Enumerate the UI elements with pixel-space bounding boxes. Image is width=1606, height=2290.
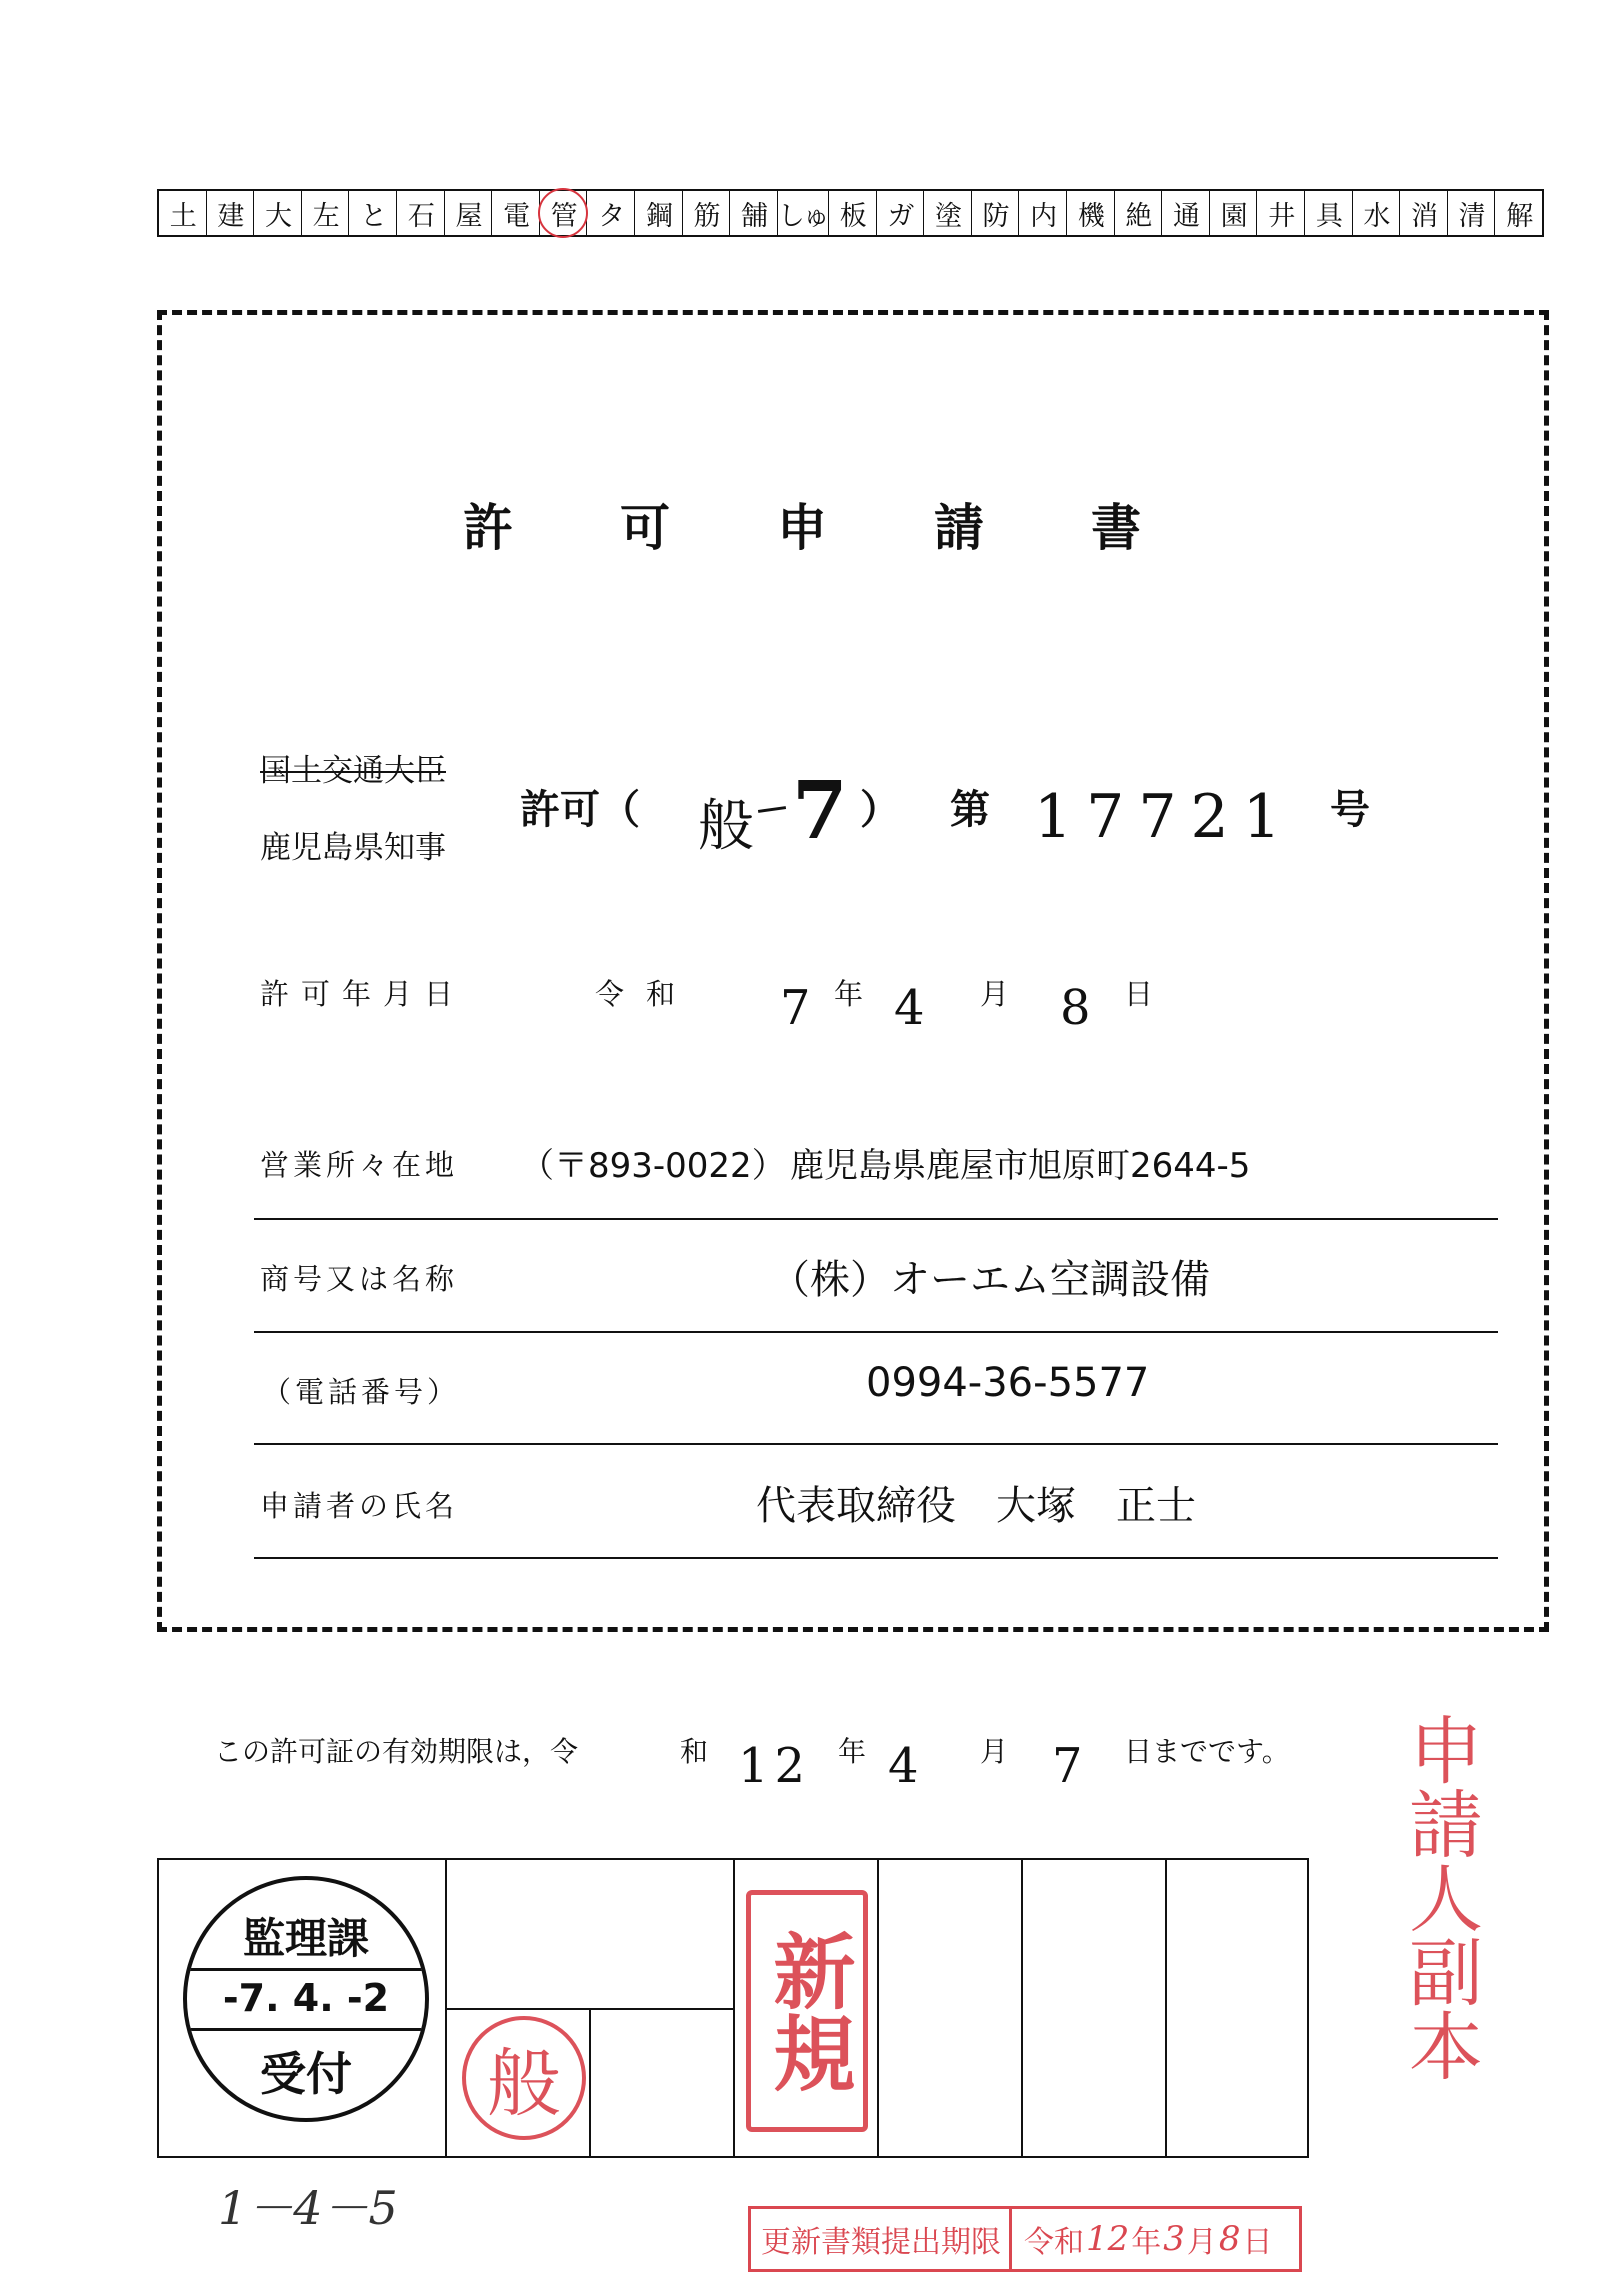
company-name: （株）オーエム空調設備: [770, 1257, 1210, 1303]
permit-number: 17721: [1034, 782, 1295, 852]
permit-date-day: 8: [1060, 980, 1091, 1036]
empty-box: [1165, 1858, 1309, 2158]
company-label: 商号又は名称: [260, 1262, 459, 1296]
title-char: 許: [463, 499, 515, 557]
copy-stamp-vertical: 申請人副本: [1397, 1712, 1483, 2082]
applicant-label: 申請者の氏名: [260, 1489, 459, 1523]
permit-dai: 第: [950, 787, 990, 833]
authority-active: 鹿児島県知事: [260, 830, 446, 866]
category-cell: しゅ: [778, 191, 829, 235]
receipt-stamp-rule: [187, 1968, 425, 1971]
permit-year: 7: [792, 763, 848, 857]
category-cell: 絶: [1115, 191, 1163, 235]
receipt-stamp-date: -7. 4. -2: [222, 1976, 390, 2020]
category-cell: 具: [1305, 191, 1353, 235]
title-char: 請: [934, 499, 986, 557]
category-cell: 左: [302, 191, 350, 235]
validity-month-unit: 月: [980, 1735, 1009, 1768]
gen-seal-text: 般: [487, 2041, 561, 2127]
title-char: 書: [1091, 499, 1143, 557]
renewal-era: 令和: [1024, 2225, 1084, 2260]
category-cell: 土: [159, 191, 207, 235]
validity-suffix: 日までです。: [1124, 1735, 1290, 1768]
renewal-month-unit: 月: [1186, 2225, 1217, 2260]
gen-seal-stamp: [462, 2016, 586, 2140]
office-label: 営業所々在地: [260, 1148, 459, 1182]
renewal-month: 3: [1163, 2219, 1185, 2259]
category-cell: 石: [397, 191, 445, 235]
validity-day: 7: [1052, 1738, 1083, 1794]
permit-date-year: 7: [780, 980, 811, 1036]
category-cell: 消: [1400, 191, 1448, 235]
document-title: [0, 488, 1606, 557]
category-cell: 鋼: [635, 191, 683, 235]
validity-year: 12: [738, 1738, 812, 1794]
permit-close: ）: [860, 787, 900, 833]
category-cell: 防: [972, 191, 1020, 235]
row-rule: [254, 1557, 1498, 1559]
permit-date-month-unit: 月: [980, 977, 1010, 1011]
renewal-year-unit: 年: [1131, 2225, 1162, 2260]
receipt-stamp-bottom: 受付: [260, 2047, 352, 2101]
permit-go: 号: [1330, 787, 1370, 833]
validity-year-unit: 年: [838, 1735, 867, 1768]
category-cell: 舗: [730, 191, 778, 235]
phone-label: （電話番号）: [262, 1375, 461, 1409]
title-char: 可: [620, 499, 672, 557]
category-strip: [157, 189, 1544, 237]
permit-date-era: 令和: [595, 977, 698, 1011]
authority-struck: 国土交通大臣: [260, 753, 446, 789]
empty-box: [877, 1858, 1023, 2158]
permit-date-month: 4: [894, 980, 925, 1036]
category-cell: 筋: [683, 191, 731, 235]
category-cell: 水: [1353, 191, 1401, 235]
mid-upper-box: [445, 1858, 735, 2010]
category-cell: 塗: [924, 191, 972, 235]
permit-date-label: 許可年月日: [260, 977, 466, 1011]
mid-lower-box: [589, 2008, 735, 2158]
renewal-day: 8: [1218, 2219, 1241, 2259]
category-cell: 清: [1448, 191, 1496, 235]
new-application-stamp: [746, 1890, 868, 2132]
category-cell: ガ: [877, 191, 925, 235]
category-cell: 解: [1506, 200, 1532, 232]
category-cell: 建: [207, 191, 255, 235]
receipt-date-stamp: [183, 1876, 429, 2122]
category-cell: 大: [254, 191, 302, 235]
category-cell: と: [349, 191, 397, 235]
renewal-deadline-stamp: [748, 2206, 1302, 2272]
receipt-stamp-top: 監理課: [242, 1914, 369, 1963]
category-cell: 園: [1210, 191, 1258, 235]
category-cell: 井: [1257, 191, 1305, 235]
category-cell: 屋: [445, 191, 493, 235]
category-cell: 板: [829, 191, 877, 235]
permit-date-year-unit: 年: [834, 977, 864, 1011]
applicant-name: 代表取締役 大塚 正士: [756, 1483, 1196, 1529]
renewal-year: 12: [1086, 2219, 1130, 2259]
category-cell: 内: [1019, 191, 1067, 235]
office-postal: （〒893-0022）: [520, 1146, 786, 1186]
receipt-stamp-rule: [187, 2028, 425, 2031]
validity-month: 4: [888, 1738, 919, 1794]
row-rule: [254, 1331, 1498, 1333]
new-stamp-text: 新規: [760, 1929, 855, 2093]
title-char: 申: [777, 499, 829, 557]
phone-value: 0994-36-5577: [866, 1360, 1150, 1406]
permit-type: 般: [698, 794, 754, 859]
permit-label: 許可（: [520, 787, 640, 833]
validity-prefix: この許可証の有効期限は，令: [214, 1735, 579, 1768]
renewal-day-unit: 日: [1242, 2225, 1273, 2260]
category-cell: 通: [1162, 191, 1210, 235]
row-rule: [254, 1443, 1498, 1445]
category-cell: タ: [587, 191, 635, 235]
office-address: 鹿児島県鹿屋市旭原町2644-5: [790, 1146, 1251, 1186]
category-cell: 機: [1067, 191, 1115, 235]
permit-date-day-unit: 日: [1124, 977, 1154, 1011]
renewal-label: 更新書類提出期限: [751, 2209, 1012, 2269]
empty-box: [1021, 1858, 1167, 2158]
row-rule: [254, 1218, 1498, 1220]
handwritten-reference: 1－4－5: [218, 2181, 398, 2235]
category-cell: 管: [540, 191, 588, 235]
category-cell: 電: [492, 191, 540, 235]
validity-wa: 和: [680, 1735, 709, 1768]
